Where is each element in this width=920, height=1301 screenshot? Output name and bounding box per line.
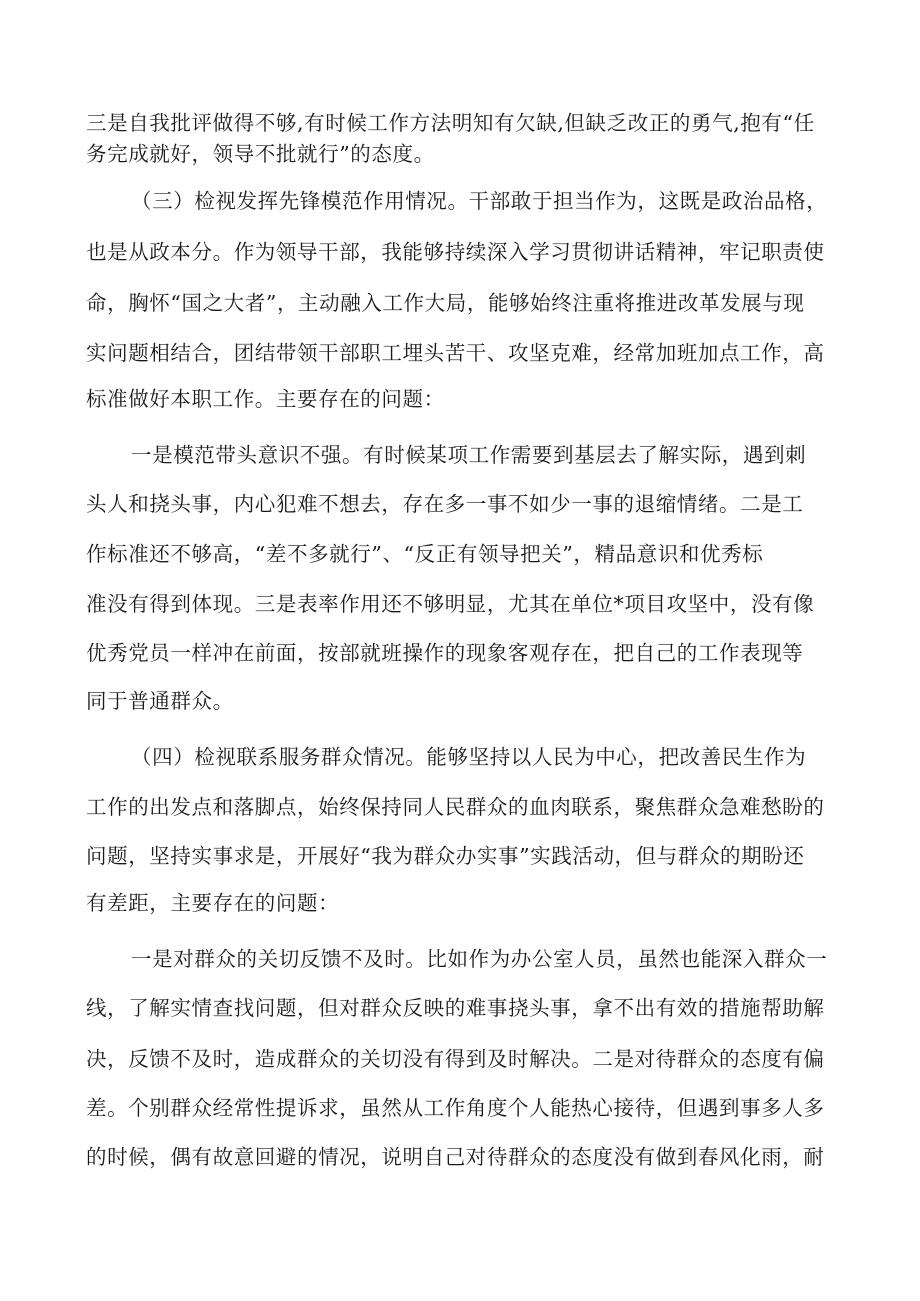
- text-line: 命，胸怀“国之大者”，主动融入工作大局，能够始终注重将推进改革发展与现: [86, 291, 805, 315]
- text-line: 三是自我批评做得不够,有时候工作方法明知有欠缺,但缺乏改正的勇气,抱有“任: [86, 111, 815, 135]
- text-line: 的时候，偶有故意回避的情况，说明自己对待群众的态度没有做到春风化雨，耐: [86, 1145, 825, 1169]
- text-line: 有差距，主要存在的问题：: [86, 891, 340, 915]
- text-line: 决，反馈不及时，造成群众的关切没有得到及时解决。二是对待群众的态度有偏: [86, 1047, 825, 1071]
- section-heading-line: （四）检视联系服务群众情况。能够坚持以人民为中心，把改善民生作为: [131, 745, 807, 769]
- text-line: 差。个别群众经常性提诉求，虽然从工作角度个人能热心接待，但遇到事多人多: [86, 1096, 825, 1120]
- text-line: 实问题相结合，团结带领干部职工埋头苦干、攻坚克难，经常加班加点工作，高: [86, 341, 825, 365]
- text-line: 也是从政本分。作为领导干部，我能够持续深入学习贯彻讲话精神，牢记职责使: [86, 240, 825, 264]
- text-line: 一是对群众的关切反馈不及时。比如作为办公室人员，虽然也能深入群众一: [131, 947, 828, 971]
- text-line: 同于普通群众。: [86, 689, 234, 713]
- text-line: 头人和挠头事，内心犯难不想去，存在多一事不如少一事的退缩情绪。二是工: [86, 492, 804, 516]
- section-heading-line: （三）检视发挥先锋模范作用情况。干部敢于担当作为，这既是政治品格，: [131, 189, 828, 213]
- text-line: 工作的出发点和落脚点，始终保持同人民群众的血肉联系，聚焦群众急难愁盼的: [86, 795, 825, 819]
- text-line: 问题，坚持实事求是，开展好“我为群众办实事”实践活动，但与群众的期盼还: [86, 844, 805, 868]
- text-line: 务完成就好，领导不批就行”的态度。: [86, 142, 435, 166]
- text-line: 优秀党员一样冲在前面，按部就班操作的现象客观存在，把自己的工作表现等: [86, 641, 804, 665]
- text-line: 线，了解实情查找问题，但对群众反映的难事挠头事，拿不出有效的措施帮助解: [86, 996, 825, 1020]
- text-line: 作标准还不够高，“差不多就行”、“反正有领导把关”，精品意识和优秀标: [86, 542, 764, 566]
- text-line: 标准做好本职工作。主要存在的问题：: [86, 387, 445, 411]
- text-line: 准没有得到体现。三是表率作用还不够明显，尤其在单位*项目攻坚中，没有像: [86, 592, 815, 616]
- text-line: 一是模范带头意识不强。有时候某项工作需要到基层去了解实际，遇到刺: [131, 443, 807, 467]
